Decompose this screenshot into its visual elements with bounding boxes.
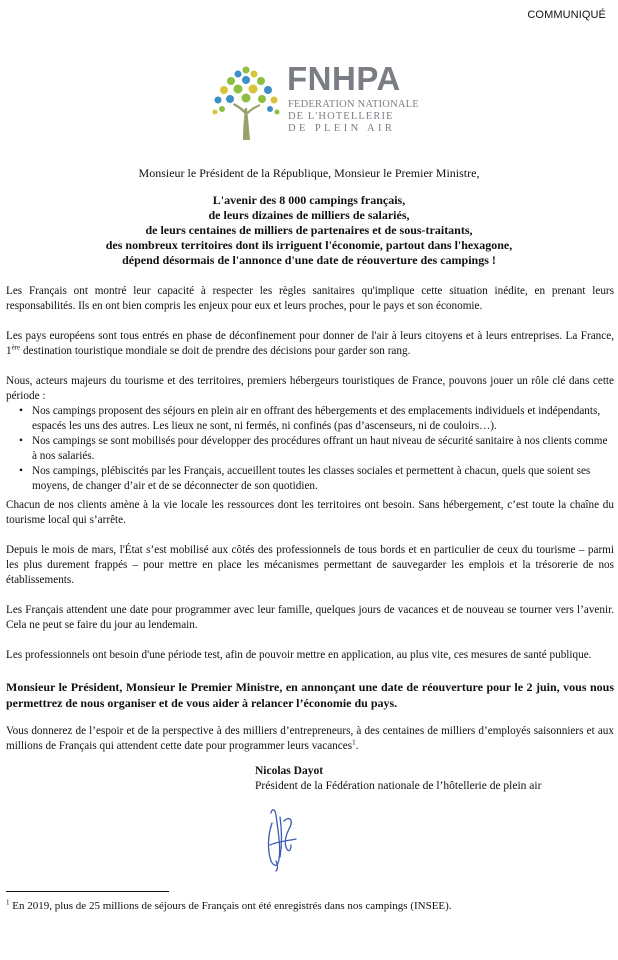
bullet-list <box>6 404 614 494</box>
headline-line: dépend désormais de l'annonce d'une date de réouverture des campings ! <box>122 253 496 267</box>
logo-line-1: FEDERATION NATIONALE <box>288 99 419 110</box>
paragraph-2-text-a: Les pays européens sont tous entrés en phase de déconfinement pour donner de l'air à leurs citoyens et à leurs entreprises. La France, 1 <box>6 330 614 357</box>
footnote-marker: 1 <box>6 898 10 907</box>
headline-line: des nombreux territoires dont ils irriguent l'économie, partout dans l'hexagone, <box>105 238 513 252</box>
fnhpa-logo <box>207 62 417 142</box>
footnote-ref: 1 <box>352 738 356 747</box>
paragraph-9 <box>6 724 614 754</box>
logo-line-2: DE L'HOTELLERIE <box>288 111 394 122</box>
list-item <box>6 404 614 434</box>
tree-logo-icon <box>207 62 285 142</box>
footnote-text: En 2019, plus de 25 millions de séjours de Français ont été enregistrés dans nos campings (INSEE). <box>9 900 452 912</box>
handwritten-signature <box>258 805 308 873</box>
signatory-title: Président de la Fédération nationale de l’hôtellerie de plein air <box>255 780 542 792</box>
headline-line: de leurs dizaines de milliers de salariés, <box>208 208 410 222</box>
communique-label: COMMUNIQUÉ <box>527 9 606 21</box>
paragraph-9-text-b: . <box>355 740 359 752</box>
headline <box>0 193 618 268</box>
paragraph-3: Nous, acteurs majeurs du tourisme et des territoires, premiers hébergeurs touristiques de France, pouvons jouer un rôle clé dans cette période : <box>6 375 614 402</box>
bullet-icon: • <box>19 435 23 447</box>
bullet-text: Nos campings proposent des séjours en plein air en offrant des hébergements et des emplacements individuels et indépendants, espacés les uns des autres. Les lieux ne sont, ni fermés, ni confinés (pas d’ascenseurs, ni de couloirs…). <box>32 405 601 432</box>
paragraph-9-text-a: Vous donnerez de l’espoir et de la perspective à des milliers d’entrepreneurs, à des centaines de milliers d’employés saisonniers et aux millions de Français qui attendent cette date pour programmer leurs vacances <box>6 725 614 752</box>
bullet-text: Nos campings se sont mobilisés pour développer des procédures offrant un haut niveau de sécurité sanitaire à nos clients comme à nos salariés. <box>32 435 608 462</box>
paragraph-1: Les Français ont montré leur capacité à respecter les règles sanitaires qu'implique cette situation inédite, en prenant leurs responsabilités. Ils en ont bien compris les enjeux pour eux et leurs proches, pour le pays et son économie. <box>6 285 614 312</box>
headline-line: de leurs centaines de milliers de partenaires et de sous-traitants, <box>145 223 473 237</box>
list-item <box>6 464 614 494</box>
bullet-icon: • <box>19 465 23 477</box>
paragraph-7: Les professionnels ont besoin d'une période test, afin de pouvoir mettre en application, au plus vite, ces mesures de santé publique. <box>6 649 592 661</box>
paragraph-4: Chacun de nos clients amène à la vie locale les ressources dont les territoires ont besoin. Sans hébergement, c’est toute la chaîne du tourisme local qui s’arrête. <box>6 499 614 526</box>
headline-line: L'avenir des 8 000 campings français, <box>212 193 406 207</box>
paragraph-5: Depuis le mois de mars, l'État s’est mobilisé aux côtés des professionnels de tous bords et en particulier de ceux du tourisme – parmi les plus durement frappés – pour mettre en place les mécanismes permettant de sauvegarder les emplois et la trésorerie de nos établissements. <box>6 544 614 586</box>
paragraph-8-emphasis: Monsieur le Président, Monsieur le Premier Ministre, en annonçant une date de réouverture pour le 2 juin, vous nous permettrez de nous organiser et de vous aider à relancer l’économie du pays. <box>6 680 614 710</box>
logo-line-3: DE PLEIN AIR <box>288 123 396 134</box>
bullet-icon: • <box>19 405 23 417</box>
bullet-text: Nos campings, plébiscités par les Français, accueillent toutes les classes sociales et permettent à chacun, quels que soient ses moyens, de changer d’air et de se déconnecter de son quotidien. <box>32 465 591 492</box>
salutation: Monsieur le Président de la République, Monsieur le Premier Ministre, <box>138 166 480 180</box>
paragraph-2-text-b: destination touristique mondiale se doit de prendre des décisions pour garder son rang. <box>20 345 411 357</box>
footnote-divider <box>6 891 169 892</box>
superscript-ere: ère <box>11 343 21 352</box>
logo-name: FNHPA <box>287 60 401 97</box>
list-item <box>6 434 614 464</box>
paragraph-2 <box>6 329 614 359</box>
footnote <box>6 900 452 912</box>
signatory-name: Nicolas Dayot <box>255 765 324 777</box>
paragraph-6: Les Français attendent une date pour programmer avec leur famille, quelques jours de vacances et de nouveau se tourner vers l’avenir. Cela ne peut se faire du jour au lendemain. <box>6 604 614 631</box>
